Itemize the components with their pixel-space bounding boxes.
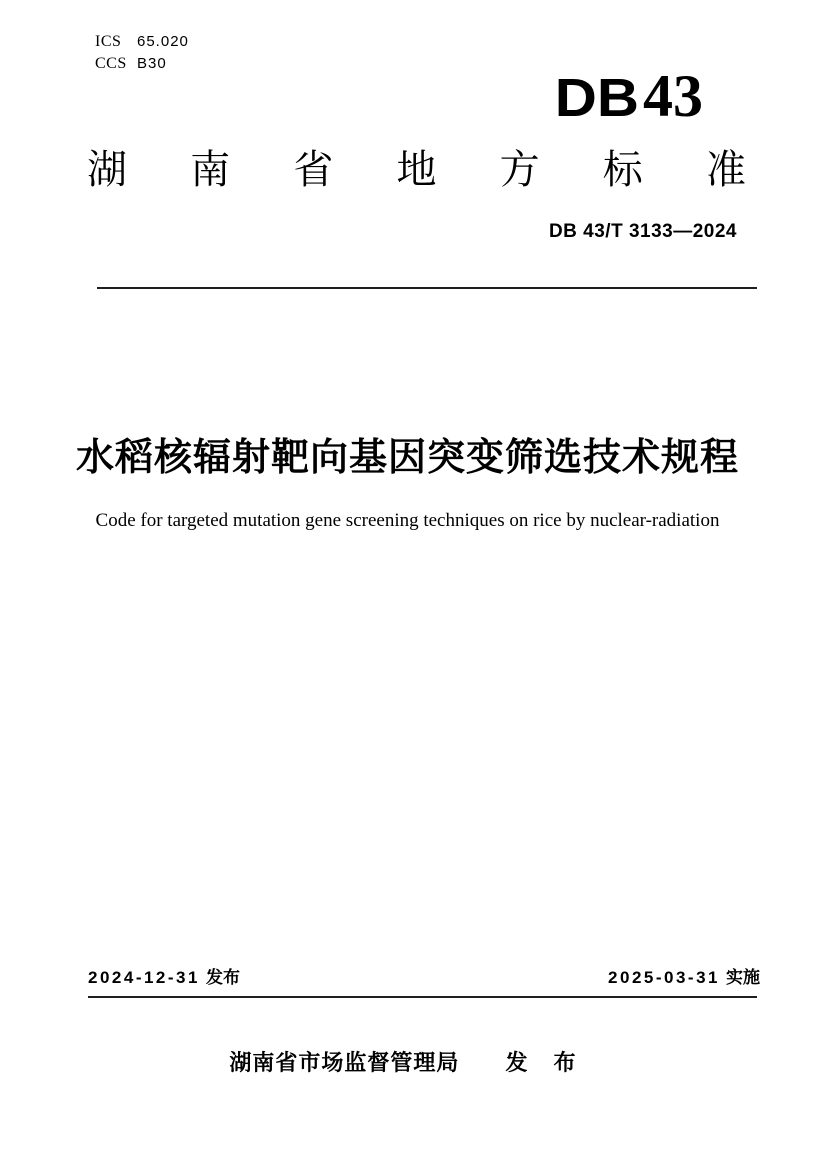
banner-char: 省 — [293, 148, 334, 192]
document-title: 水稻核辐射靶向基因突变筛选技术规程 — [75, 437, 739, 479]
db43-logo-prefix: DB — [554, 68, 639, 128]
implement-date-value: 2025-03-31 — [608, 968, 720, 987]
publisher-line — [0, 1046, 815, 1077]
banner-char: 准 — [705, 148, 746, 192]
banner-char: 南 — [190, 148, 231, 192]
issue-date — [88, 963, 240, 988]
banner-char: 湖 — [87, 148, 127, 192]
document-title-english: Code for targeted mutation gene screening techniques on rice by nuclear-radiation — [95, 510, 720, 531]
ccs-label: CCS — [95, 55, 127, 72]
ics-label: ICS — [95, 33, 122, 50]
header-rule — [97, 287, 757, 289]
classification-codes — [95, 33, 189, 77]
db43-logo-number: 43 — [643, 63, 703, 129]
ics-code-row — [95, 33, 189, 51]
banner-char: 方 — [499, 148, 540, 192]
ccs-value: B30 — [137, 55, 167, 72]
banner-char: 地 — [396, 148, 437, 192]
publisher-action: 发 布 — [505, 1050, 586, 1075]
ics-value: 65.020 — [137, 33, 189, 50]
footer-rule — [88, 996, 757, 998]
ccs-code-row — [95, 55, 189, 73]
implement-date — [608, 963, 760, 988]
standard-category-banner — [87, 150, 746, 190]
publisher-name: 湖南省市场监督管理局 — [229, 1050, 460, 1075]
banner-char: 标 — [602, 148, 643, 192]
implement-date-label: 实施 — [726, 968, 760, 987]
db43-logo — [554, 63, 703, 129]
dates-row — [88, 963, 760, 988]
standard-number: DB 43/T 3133—2024 — [548, 221, 737, 242]
issue-date-value: 2024-12-31 — [88, 968, 200, 987]
issue-date-label: 发布 — [205, 968, 240, 987]
